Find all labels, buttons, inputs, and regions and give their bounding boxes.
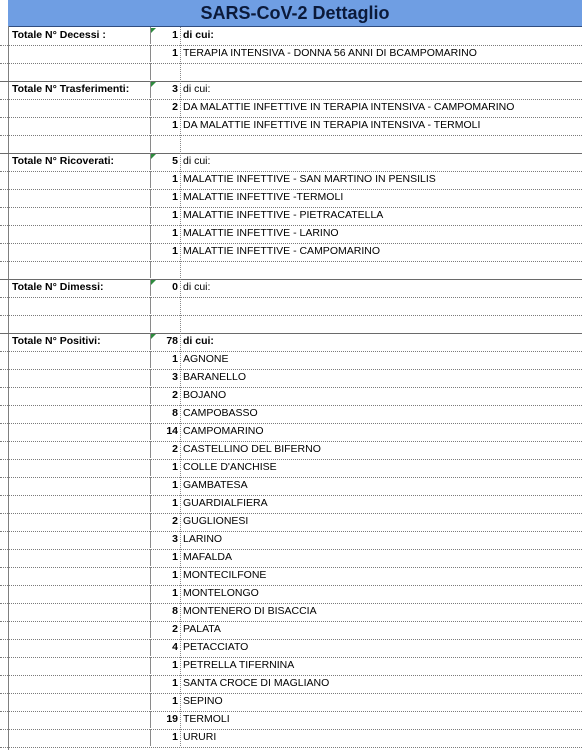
row-description: MONTENERO DI BISACCIA bbox=[183, 605, 317, 617]
label-cell[interactable] bbox=[9, 531, 151, 548]
description-cell[interactable] bbox=[181, 549, 582, 566]
description-cell[interactable] bbox=[181, 711, 582, 728]
label-cell[interactable] bbox=[9, 639, 151, 656]
description-cell[interactable] bbox=[181, 117, 582, 134]
detail-row[interactable] bbox=[0, 351, 582, 370]
label-cell[interactable] bbox=[9, 513, 151, 530]
row-description: MALATTIE INFETTIVE - SAN MARTINO IN PENSILIS bbox=[183, 173, 436, 185]
row-gutter-cell[interactable] bbox=[0, 657, 8, 674]
row-description: MALATTIE INFETTIVE -TERMOLI bbox=[183, 191, 344, 203]
description-cell[interactable] bbox=[181, 441, 582, 458]
section-subtitle: di cui: bbox=[183, 29, 214, 41]
row-description: GUGLIONESI bbox=[183, 515, 249, 527]
label-cell[interactable] bbox=[9, 351, 151, 368]
row-gutter-cell[interactable] bbox=[0, 693, 8, 710]
count-cell[interactable] bbox=[151, 675, 181, 692]
description-cell[interactable] bbox=[181, 423, 582, 440]
description-cell[interactable] bbox=[181, 369, 582, 386]
description-cell[interactable] bbox=[181, 225, 582, 242]
label-cell[interactable] bbox=[9, 477, 151, 494]
label-cell[interactable] bbox=[9, 459, 151, 476]
description-cell[interactable] bbox=[181, 153, 582, 170]
row-count: 1 bbox=[172, 551, 178, 563]
detail-row[interactable] bbox=[0, 117, 582, 136]
count-cell[interactable] bbox=[151, 567, 181, 584]
label-cell[interactable] bbox=[9, 135, 151, 152]
detail-row[interactable] bbox=[0, 459, 582, 478]
detail-row[interactable] bbox=[0, 243, 582, 262]
count-cell[interactable] bbox=[151, 531, 181, 548]
cell-indicator-icon bbox=[151, 28, 156, 33]
count-cell[interactable] bbox=[151, 171, 181, 188]
row-gutter-cell[interactable] bbox=[0, 729, 8, 746]
row-count: 3 bbox=[172, 371, 178, 383]
row-count: 1 bbox=[172, 731, 178, 743]
row-gutter-cell[interactable] bbox=[0, 423, 8, 440]
row-description: COLLE D'ANCHISE bbox=[183, 461, 277, 473]
cell-indicator-icon bbox=[151, 82, 156, 87]
label-cell[interactable] bbox=[9, 675, 151, 692]
label-cell[interactable] bbox=[9, 243, 151, 260]
row-gutter-cell[interactable] bbox=[0, 135, 8, 152]
row-gutter-cell[interactable] bbox=[0, 189, 8, 206]
row-description: PETACCIATO bbox=[183, 641, 249, 653]
detail-row[interactable] bbox=[0, 405, 582, 424]
label-cell[interactable] bbox=[9, 585, 151, 602]
count-cell[interactable] bbox=[151, 549, 181, 566]
label-cell[interactable] bbox=[9, 45, 151, 62]
row-gutter-cell[interactable] bbox=[0, 621, 8, 638]
row-gutter-cell[interactable] bbox=[0, 171, 8, 188]
row-gutter-cell[interactable] bbox=[0, 531, 8, 548]
row-count: 1 bbox=[172, 659, 178, 671]
count-cell[interactable] bbox=[151, 513, 181, 530]
label-cell[interactable] bbox=[9, 657, 151, 674]
row-gutter-cell[interactable] bbox=[0, 711, 8, 728]
count-cell[interactable] bbox=[151, 657, 181, 674]
row-description: MALATTIE INFETTIVE - CAMPOMARINO bbox=[183, 245, 380, 257]
description-cell[interactable] bbox=[181, 405, 582, 422]
count-cell[interactable] bbox=[151, 621, 181, 638]
count-cell[interactable] bbox=[151, 243, 181, 260]
detail-row[interactable] bbox=[0, 441, 582, 460]
count-cell[interactable] bbox=[151, 495, 181, 512]
row-count: 1 bbox=[172, 47, 178, 59]
section-total: 3 bbox=[172, 83, 178, 95]
description-cell[interactable] bbox=[181, 477, 582, 494]
count-cell[interactable] bbox=[151, 711, 181, 728]
row-count: 1 bbox=[172, 209, 178, 221]
description-cell[interactable] bbox=[181, 603, 582, 620]
row-gutter-cell[interactable] bbox=[0, 675, 8, 692]
description-cell[interactable] bbox=[181, 99, 582, 116]
row-description: MONTELONGO bbox=[183, 587, 259, 599]
section-total: 1 bbox=[172, 29, 178, 41]
count-cell[interactable] bbox=[151, 477, 181, 494]
count-cell[interactable] bbox=[151, 423, 181, 440]
row-count: 3 bbox=[172, 533, 178, 545]
label-cell[interactable] bbox=[9, 423, 151, 440]
label-cell[interactable] bbox=[9, 405, 151, 422]
label-cell[interactable] bbox=[9, 153, 151, 170]
row-gutter-cell[interactable] bbox=[0, 207, 8, 224]
description-cell[interactable] bbox=[181, 63, 582, 80]
row-count: 1 bbox=[172, 173, 178, 185]
row-description: SEPINO bbox=[183, 695, 223, 707]
count-cell[interactable] bbox=[151, 603, 181, 620]
section-label: Totale N° Ricoverati: bbox=[12, 155, 115, 167]
row-gutter-cell[interactable] bbox=[0, 279, 8, 296]
detail-row[interactable] bbox=[0, 603, 582, 622]
row-description: CAMPOBASSO bbox=[183, 407, 258, 419]
description-cell[interactable] bbox=[181, 585, 582, 602]
count-cell[interactable] bbox=[151, 207, 181, 224]
row-description: MALATTIE INFETTIVE - PIETRACATELLA bbox=[183, 209, 384, 221]
row-gutter-cell[interactable] bbox=[0, 297, 8, 314]
cell-indicator-icon bbox=[151, 280, 156, 285]
description-cell[interactable] bbox=[181, 135, 582, 152]
label-cell[interactable] bbox=[9, 603, 151, 620]
row-gutter-cell[interactable] bbox=[0, 387, 8, 404]
row-gutter-cell[interactable] bbox=[0, 117, 8, 134]
label-cell[interactable] bbox=[9, 495, 151, 512]
detail-row[interactable] bbox=[0, 675, 582, 694]
row-gutter-cell[interactable] bbox=[0, 153, 8, 170]
label-cell[interactable] bbox=[9, 171, 151, 188]
row-gutter-cell[interactable] bbox=[0, 369, 8, 386]
count-cell[interactable] bbox=[151, 585, 181, 602]
detail-row[interactable] bbox=[0, 477, 582, 496]
detail-row[interactable] bbox=[0, 729, 582, 748]
cell-indicator-icon bbox=[151, 334, 156, 339]
description-cell[interactable] bbox=[181, 333, 582, 350]
row-gutter-cell[interactable] bbox=[0, 459, 8, 476]
row-count: 1 bbox=[172, 497, 178, 509]
description-cell[interactable] bbox=[181, 675, 582, 692]
detail-row[interactable] bbox=[0, 189, 582, 208]
row-count: 1 bbox=[172, 587, 178, 599]
sheet-title: SARS-CoV-2 Dettaglio bbox=[8, 0, 582, 27]
empty-row[interactable] bbox=[0, 315, 582, 334]
row-count: 1 bbox=[172, 191, 178, 203]
label-cell[interactable] bbox=[9, 297, 151, 314]
description-cell[interactable] bbox=[181, 297, 582, 314]
row-description: LARINO bbox=[183, 533, 223, 545]
row-description: CASTELLINO DEL BIFERNO bbox=[183, 443, 321, 455]
row-description: GUARDIALFIERA bbox=[183, 497, 268, 509]
label-cell[interactable] bbox=[9, 441, 151, 458]
detail-row[interactable] bbox=[0, 621, 582, 640]
label-cell[interactable] bbox=[9, 261, 151, 278]
label-cell[interactable] bbox=[9, 63, 151, 80]
row-description: CAMPOMARINO bbox=[183, 425, 264, 437]
label-cell[interactable] bbox=[9, 189, 151, 206]
description-cell[interactable] bbox=[181, 171, 582, 188]
label-cell[interactable] bbox=[9, 81, 151, 98]
description-cell[interactable] bbox=[181, 495, 582, 512]
row-description: MONTECILFONE bbox=[183, 569, 267, 581]
description-cell[interactable] bbox=[181, 657, 582, 674]
description-cell[interactable] bbox=[181, 207, 582, 224]
count-cell[interactable] bbox=[151, 441, 181, 458]
label-cell[interactable] bbox=[9, 549, 151, 566]
row-gutter-cell[interactable] bbox=[0, 261, 8, 278]
section-label: Totale N° Positivi: bbox=[12, 335, 101, 347]
row-gutter-cell[interactable] bbox=[0, 405, 8, 422]
empty-row[interactable] bbox=[0, 297, 582, 316]
label-cell[interactable] bbox=[9, 27, 151, 44]
label-cell[interactable] bbox=[9, 99, 151, 116]
label-cell[interactable] bbox=[9, 279, 151, 296]
section-subtitle: di cui: bbox=[183, 83, 211, 95]
section-label: Totale N° Decessi : bbox=[12, 29, 106, 41]
section-subtitle: di cui: bbox=[183, 155, 211, 167]
detail-row[interactable] bbox=[0, 657, 582, 676]
label-cell[interactable] bbox=[9, 729, 151, 746]
detail-row[interactable] bbox=[0, 225, 582, 244]
row-gutter-cell[interactable] bbox=[0, 495, 8, 512]
label-cell[interactable] bbox=[9, 315, 151, 332]
description-cell[interactable] bbox=[181, 387, 582, 404]
row-gutter-cell[interactable] bbox=[0, 45, 8, 62]
section-subtitle: di cui: bbox=[183, 281, 211, 293]
row-count: 2 bbox=[172, 623, 178, 635]
detail-row[interactable] bbox=[0, 513, 582, 532]
count-cell[interactable] bbox=[151, 225, 181, 242]
detail-row[interactable] bbox=[0, 549, 582, 568]
detail-row[interactable] bbox=[0, 171, 582, 190]
count-cell[interactable] bbox=[151, 189, 181, 206]
label-cell[interactable] bbox=[9, 387, 151, 404]
description-cell[interactable] bbox=[181, 729, 582, 746]
label-cell[interactable] bbox=[9, 621, 151, 638]
row-count: 2 bbox=[172, 443, 178, 455]
label-cell[interactable] bbox=[9, 225, 151, 242]
description-cell[interactable] bbox=[181, 261, 582, 278]
detail-row[interactable] bbox=[0, 639, 582, 658]
description-cell[interactable] bbox=[181, 513, 582, 530]
label-cell[interactable] bbox=[9, 567, 151, 584]
row-description: SANTA CROCE DI MAGLIANO bbox=[183, 677, 330, 689]
description-cell[interactable] bbox=[181, 693, 582, 710]
description-cell[interactable] bbox=[181, 27, 582, 44]
row-description: TERAPIA INTENSIVA - DONNA 56 ANNI DI BCAMPOMARINO bbox=[183, 47, 477, 59]
count-cell[interactable] bbox=[151, 99, 181, 116]
row-count: 2 bbox=[172, 515, 178, 527]
description-cell[interactable] bbox=[181, 351, 582, 368]
row-gutter-cell[interactable] bbox=[0, 27, 8, 44]
description-cell[interactable] bbox=[181, 45, 582, 62]
row-description: URURI bbox=[183, 731, 217, 743]
row-count: 19 bbox=[166, 713, 178, 725]
section-total: 0 bbox=[172, 281, 178, 293]
row-gutter-cell[interactable] bbox=[0, 513, 8, 530]
row-count: 1 bbox=[172, 569, 178, 581]
row-gutter-cell[interactable] bbox=[0, 81, 8, 98]
detail-row[interactable] bbox=[0, 387, 582, 406]
section-label: Totale N° Trasferimenti: bbox=[12, 83, 130, 95]
row-description: AGNONE bbox=[183, 353, 229, 365]
row-gutter-cell[interactable] bbox=[0, 549, 8, 566]
row-gutter-cell[interactable] bbox=[0, 567, 8, 584]
detail-row[interactable] bbox=[0, 531, 582, 550]
row-count: 8 bbox=[172, 605, 178, 617]
count-cell[interactable] bbox=[151, 63, 181, 80]
section-total: 5 bbox=[172, 155, 178, 167]
detail-row[interactable] bbox=[0, 693, 582, 712]
row-description: TERMOLI bbox=[183, 713, 230, 725]
section-header-row[interactable] bbox=[0, 333, 582, 352]
count-cell[interactable] bbox=[151, 387, 181, 404]
row-count: 1 bbox=[172, 227, 178, 239]
row-description: BOJANO bbox=[183, 389, 227, 401]
row-description: MALATTIE INFETTIVE - LARINO bbox=[183, 227, 339, 239]
count-cell[interactable] bbox=[151, 351, 181, 368]
row-gutter-cell[interactable] bbox=[0, 315, 8, 332]
label-cell[interactable] bbox=[9, 711, 151, 728]
row-gutter-cell[interactable] bbox=[0, 441, 8, 458]
empty-row[interactable] bbox=[0, 63, 582, 82]
section-header-row[interactable] bbox=[0, 81, 582, 100]
section-header-row[interactable] bbox=[0, 153, 582, 172]
row-gutter-cell[interactable] bbox=[0, 63, 8, 80]
row-description: BARANELLO bbox=[183, 371, 247, 383]
detail-row[interactable] bbox=[0, 99, 582, 118]
row-gutter-cell[interactable] bbox=[0, 351, 8, 368]
section-total: 78 bbox=[166, 335, 178, 347]
section-label: Totale N° Dimessi: bbox=[12, 281, 104, 293]
section-header-row[interactable] bbox=[0, 279, 582, 298]
section-header-row[interactable] bbox=[0, 27, 582, 46]
detail-row[interactable] bbox=[0, 567, 582, 586]
description-cell[interactable] bbox=[181, 189, 582, 206]
row-gutter-cell[interactable] bbox=[0, 99, 8, 116]
description-cell[interactable] bbox=[181, 531, 582, 548]
row-gutter-cell[interactable] bbox=[0, 603, 8, 620]
row-count: 1 bbox=[172, 479, 178, 491]
description-cell[interactable] bbox=[181, 639, 582, 656]
count-cell[interactable] bbox=[151, 639, 181, 656]
row-gutter-cell[interactable] bbox=[0, 225, 8, 242]
description-cell[interactable] bbox=[181, 279, 582, 296]
count-cell[interactable] bbox=[151, 297, 181, 314]
empty-row[interactable] bbox=[0, 135, 582, 154]
section-subtitle: di cui: bbox=[183, 335, 214, 347]
row-gutter-cell[interactable] bbox=[0, 477, 8, 494]
row-count: 1 bbox=[172, 119, 178, 131]
description-cell[interactable] bbox=[181, 315, 582, 332]
row-description: DA MALATTIE INFETTIVE IN TERAPIA INTENSIVA - TERMOLI bbox=[183, 119, 481, 131]
row-gutter-cell[interactable] bbox=[0, 585, 8, 602]
row-gutter-cell[interactable] bbox=[0, 333, 8, 350]
row-count: 14 bbox=[166, 425, 178, 437]
count-cell[interactable] bbox=[151, 315, 181, 332]
row-description: DA MALATTIE INFETTIVE IN TERAPIA INTENSIVA - CAMPOMARINO bbox=[183, 101, 515, 113]
label-cell[interactable] bbox=[9, 369, 151, 386]
row-description: PETRELLA TIFERNINA bbox=[183, 659, 295, 671]
detail-row[interactable] bbox=[0, 585, 582, 604]
row-count: 1 bbox=[172, 695, 178, 707]
count-cell[interactable] bbox=[151, 261, 181, 278]
detail-row[interactable] bbox=[0, 423, 582, 442]
empty-row[interactable] bbox=[0, 261, 582, 280]
row-count: 2 bbox=[172, 389, 178, 401]
row-count: 8 bbox=[172, 407, 178, 419]
label-cell[interactable] bbox=[9, 333, 151, 350]
detail-row[interactable] bbox=[0, 45, 582, 64]
row-count: 2 bbox=[172, 101, 178, 113]
detail-row[interactable] bbox=[0, 711, 582, 730]
row-count: 1 bbox=[172, 677, 178, 689]
description-cell[interactable] bbox=[181, 621, 582, 638]
count-cell[interactable] bbox=[151, 45, 181, 62]
row-gutter-cell[interactable] bbox=[0, 639, 8, 656]
row-count: 1 bbox=[172, 353, 178, 365]
row-count: 1 bbox=[172, 461, 178, 473]
detail-row[interactable] bbox=[0, 369, 582, 388]
count-cell[interactable] bbox=[151, 117, 181, 134]
count-cell[interactable] bbox=[151, 729, 181, 746]
label-cell[interactable] bbox=[9, 693, 151, 710]
detail-row[interactable] bbox=[0, 207, 582, 226]
description-cell[interactable] bbox=[181, 243, 582, 260]
count-cell[interactable] bbox=[151, 693, 181, 710]
description-cell[interactable] bbox=[181, 459, 582, 476]
row-description: PALATA bbox=[183, 623, 221, 635]
row-count: 1 bbox=[172, 245, 178, 257]
row-description: GAMBATESA bbox=[183, 479, 248, 491]
count-cell[interactable] bbox=[151, 459, 181, 476]
row-count: 4 bbox=[172, 641, 178, 653]
count-cell[interactable] bbox=[151, 369, 181, 386]
description-cell[interactable] bbox=[181, 81, 582, 98]
row-gutter-cell[interactable] bbox=[0, 243, 8, 260]
row-description: MAFALDA bbox=[183, 551, 233, 563]
description-cell[interactable] bbox=[181, 567, 582, 584]
count-cell[interactable] bbox=[151, 135, 181, 152]
cell-indicator-icon bbox=[151, 154, 156, 159]
label-cell[interactable] bbox=[9, 207, 151, 224]
detail-row[interactable] bbox=[0, 495, 582, 514]
label-cell[interactable] bbox=[9, 117, 151, 134]
count-cell[interactable] bbox=[151, 405, 181, 422]
